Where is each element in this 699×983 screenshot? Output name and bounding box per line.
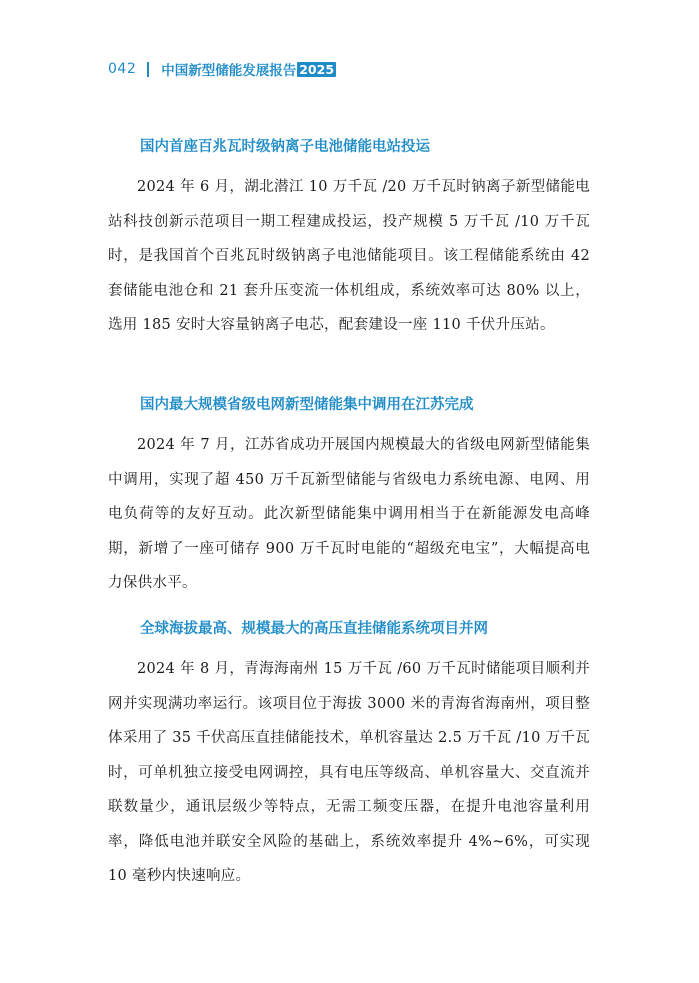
section-body: 2024 年 7 月，江苏省成功开展国内规模最大的省级电网新型储能集中调用，实现了超 450 万千瓦新型储能与省级电力系统电源、电网、用电负荷等的友好互动。此次新型储能集中调用相当于在新能源发电高峰期，新增了一座可储存 900 万千瓦时电能的“超级充电宝”，大幅提高电力保供水平。	[108, 437, 590, 591]
section-qinghai-high-voltage	[108, 620, 590, 894]
section-heading: 国内最大规模省级电网新型储能集中调用在江苏完成	[140, 397, 474, 413]
section-body: 2024 年 6 月，湖北潜江 10 万千瓦 /20 万千瓦时钠离子新型储能电站科技创新示范项目一期工程建成投运，投产规模 5 万千瓦 /10 万千瓦时，是我国首个百兆瓦时级钠离子电池储能项目。该工程储能系统由 42 套储能电池仓和 21 套升压变流一体机组成，系统效率可达 80% 以上，选用 185 安时大容量钠离子电芯，配套建设一座 110 千伏升压站。	[108, 179, 590, 333]
page-number: 042	[108, 61, 137, 77]
report-title-text: 中国新型储能发展报告	[161, 63, 297, 79]
section-jiangsu-dispatch	[108, 396, 590, 601]
section-body: 2024 年 8 月，青海海南州 15 万千瓦 /60 万千瓦时储能项目顺利并网并实现满功率运行。该项目位于海拔 3000 米的青海省海南州，项目整体采用了 35 千伏高压直挂储能技术，单机容量达 2.5 万千瓦 /10 万千瓦时，可单机独立接受电网调控，具有电压等级高、单机容量大、交直流并联数量少，通讯层级少等特点，无需工频变压器，在提升电池容量利用率，降低电池并联安全风险的基础上，系统效率提升 4%~6%，可实现 10 毫秒内快速响应。	[108, 661, 590, 884]
section-heading: 全球海拔最高、规模最大的高压直挂储能系统项目并网	[140, 621, 488, 637]
report-year-badge: 2025	[299, 61, 335, 77]
header-divider	[147, 62, 149, 77]
section-sodium-ion-station	[108, 138, 590, 343]
page-header	[108, 58, 336, 80]
section-heading: 国内首座百兆瓦时级钠离子电池储能电站投运	[140, 139, 430, 155]
report-title	[161, 59, 336, 79]
